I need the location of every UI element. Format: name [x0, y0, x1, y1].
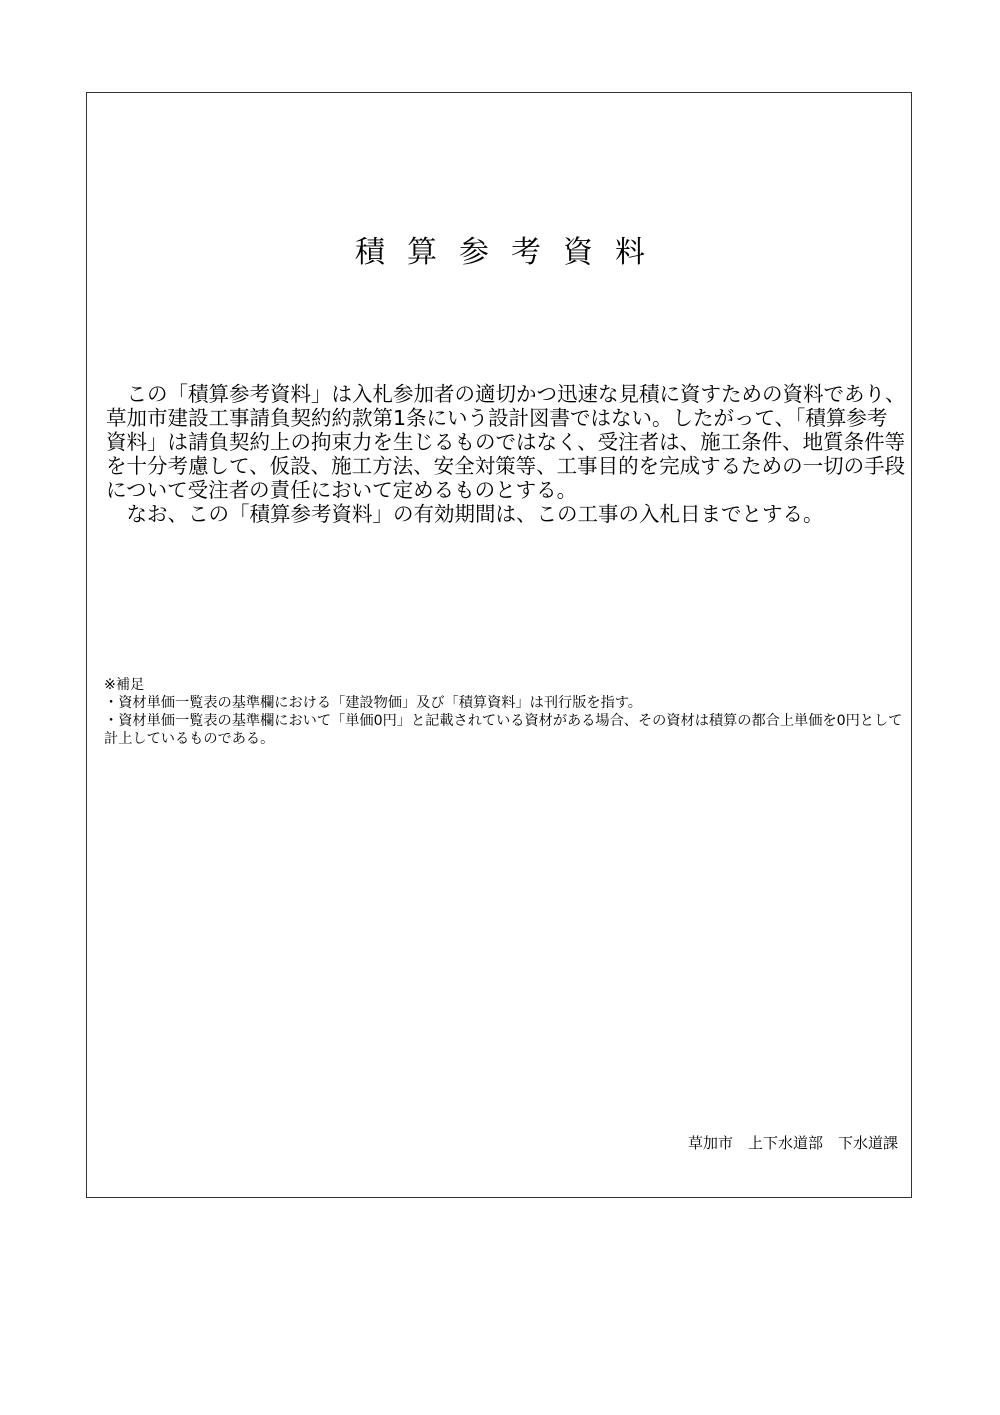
- supplementary-notes: [104, 676, 904, 748]
- paragraph-disclaimer: この「積算参考資料」は入札参加者の適切かつ迅速な見積に資すための資料であり、草加市建設工事請負契約約款第1条にいう設計図書ではない。したがって、「積算参考資料」は請負契約上の拘束力を生じるものではなく、受注者は、施工条件、地質条件等を十分考慮して、仮設、施工方法、安全対策等、工事目的を完成するための一切の手段について受注者の責任において定めるものとする。: [106, 382, 906, 502]
- main-text: [106, 382, 906, 526]
- document-title: 積算参考資料: [355, 235, 667, 270]
- issuer-department: 草加市 上下水道部 下水道課: [687, 1134, 898, 1152]
- note-item: ・資材単価一覧表の基準欄において「単価0円」と記載されている資材がある場合、その資材は積算の都合上単価を0円として計上しているものである。: [104, 713, 903, 747]
- note-item: ・資材単価一覧表の基準欄における「建設物価」及び「積算資料」は刊行版を指す。: [104, 695, 642, 711]
- notes-heading: ※補足: [104, 677, 145, 693]
- paragraph-validity: なお、この「積算参考資料」の有効期間は、この工事の入札日までとする。: [126, 502, 824, 526]
